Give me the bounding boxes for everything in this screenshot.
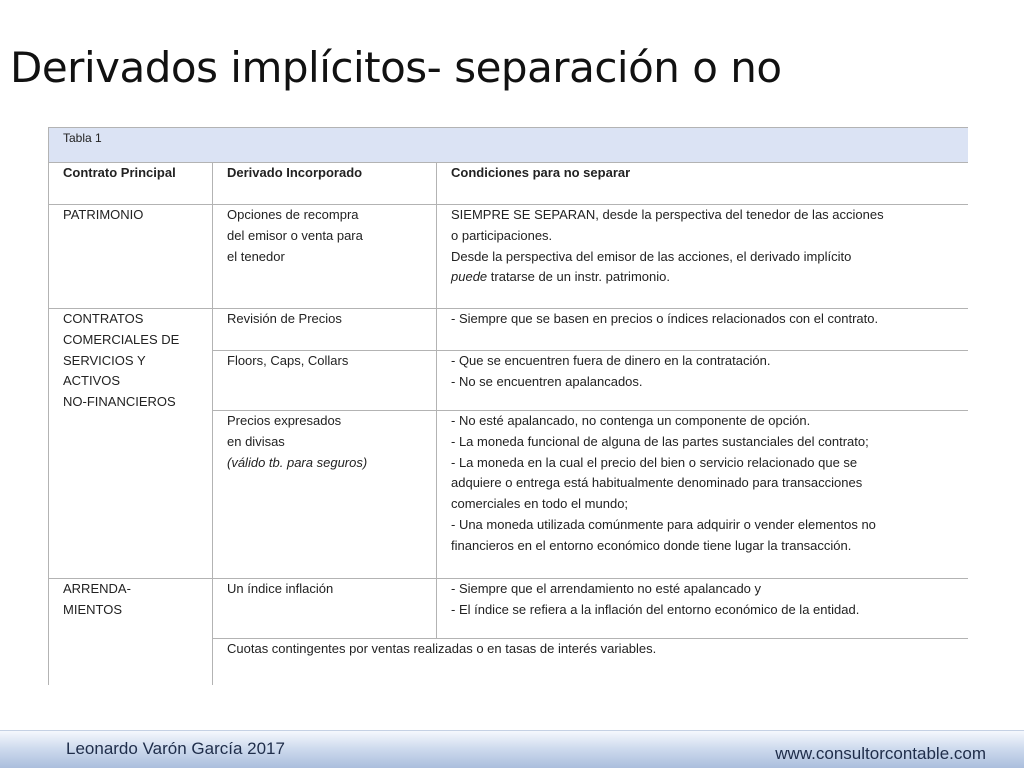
cell-condiciones-patrimonio (437, 205, 969, 309)
header-condiciones: Condiciones para no separar (437, 163, 969, 205)
cell-text: del emisor o venta para (227, 227, 363, 243)
cell-text: Floors, Caps, Collars (227, 353, 349, 368)
cell-condiciones-indice (437, 579, 969, 639)
cell-cuotas-contingentes (213, 639, 969, 686)
cell-text: Desde la perspectiva del emisor de las acciones, el derivado implícito (451, 248, 852, 264)
table-caption: Tabla 1 (49, 128, 969, 163)
cell-principal-contratos-comerciales (49, 309, 213, 579)
conditions-table (48, 127, 968, 685)
cell-text: en divisas (227, 433, 285, 449)
table-row (49, 579, 969, 639)
footer-website: www.consultorcontable.com (775, 744, 986, 763)
cell-text: comerciales en todo el mundo; (451, 496, 629, 512)
cell-text: Revisión de Precios (227, 311, 342, 326)
footer-bar (0, 730, 1024, 768)
cell-text: - Siempre que el arrendamiento no esté apalancado y (451, 581, 762, 596)
cell-text: Precios expresados (227, 413, 342, 428)
cell-text: PATRIMONIO (63, 207, 144, 222)
cell-text: NO-FINANCIEROS (63, 394, 176, 410)
cell-text (451, 267, 968, 288)
cell-derivado-floors (213, 351, 437, 411)
cell-text: SIEMPRE SE SEPARAN, desde la perspectiva del tenedor de las acciones (451, 207, 884, 222)
cell-condiciones-precios (437, 411, 969, 579)
cell-derivado-opciones (213, 205, 437, 309)
cell-derivado-revision (213, 309, 437, 351)
cell-text: tratarse de un instr. patrimonio. (487, 269, 670, 285)
table-container (48, 127, 968, 685)
cell-text: - La moneda funcional de alguna de las partes sustanciales del contrato; (451, 433, 869, 449)
cell-text: COMERCIALES DE (63, 331, 180, 347)
cell-text: Cuotas contingentes por ventas realizadas o en tasas de interés variables. (227, 641, 657, 656)
table-row (49, 205, 969, 309)
cell-condiciones-floors (437, 351, 969, 411)
header-contrato-principal: Contrato Principal (49, 163, 213, 205)
cell-text: ACTIVOS (63, 373, 121, 389)
table-caption-row (49, 128, 969, 163)
cell-note: (válido tb. para seguros) (227, 454, 368, 470)
cell-text: Un índice inflación (227, 581, 334, 596)
emphasis-text: puede (451, 269, 488, 285)
cell-principal-arrendamientos (49, 579, 213, 686)
cell-text: o participaciones. (451, 227, 553, 243)
cell-text: - El índice se refiera a la inflación del entorno económico de la entidad. (451, 601, 860, 617)
cell-text: - No esté apalancado, no contenga un componente de opción. (451, 413, 811, 428)
cell-text: - Una moneda utilizada comúnmente para adquirir o vender elementos no (451, 516, 876, 532)
cell-text: financieros en el entorno económico donde tiene lugar la transacción. (451, 537, 852, 553)
cell-text: SERVICIOS Y (63, 352, 146, 368)
cell-principal-patrimonio (49, 205, 213, 309)
header-derivado-incorporado: Derivado Incorporado (213, 163, 437, 205)
cell-text: - Siempre que se basen en precios o índices relacionados con el contrato. (451, 311, 879, 326)
footer-author: Leonardo Varón García 2017 (66, 739, 285, 758)
cell-text: el tenedor (227, 248, 285, 264)
cell-text: ARRENDA- (63, 581, 131, 596)
table-row (49, 309, 969, 351)
cell-text: - La moneda en la cual el precio del bien o servicio relacionado que se (451, 454, 858, 470)
cell-derivado-indice (213, 579, 437, 639)
slide-title: Derivados implícitos- separación o no (10, 43, 782, 92)
cell-text: Opciones de recompra (227, 207, 359, 222)
cell-text: - Que se encuentren fuera de dinero en la contratación. (451, 353, 771, 368)
cell-derivado-precios (213, 411, 437, 579)
cell-text: CONTRATOS (63, 311, 144, 326)
cell-text: adquiere o entrega está habitualmente denominado para transacciones (451, 475, 863, 491)
table-header-row (49, 163, 969, 205)
cell-condiciones-revision (437, 309, 969, 351)
cell-text: - No se encuentren apalancados. (451, 373, 643, 389)
cell-text: MIENTOS (63, 601, 122, 617)
